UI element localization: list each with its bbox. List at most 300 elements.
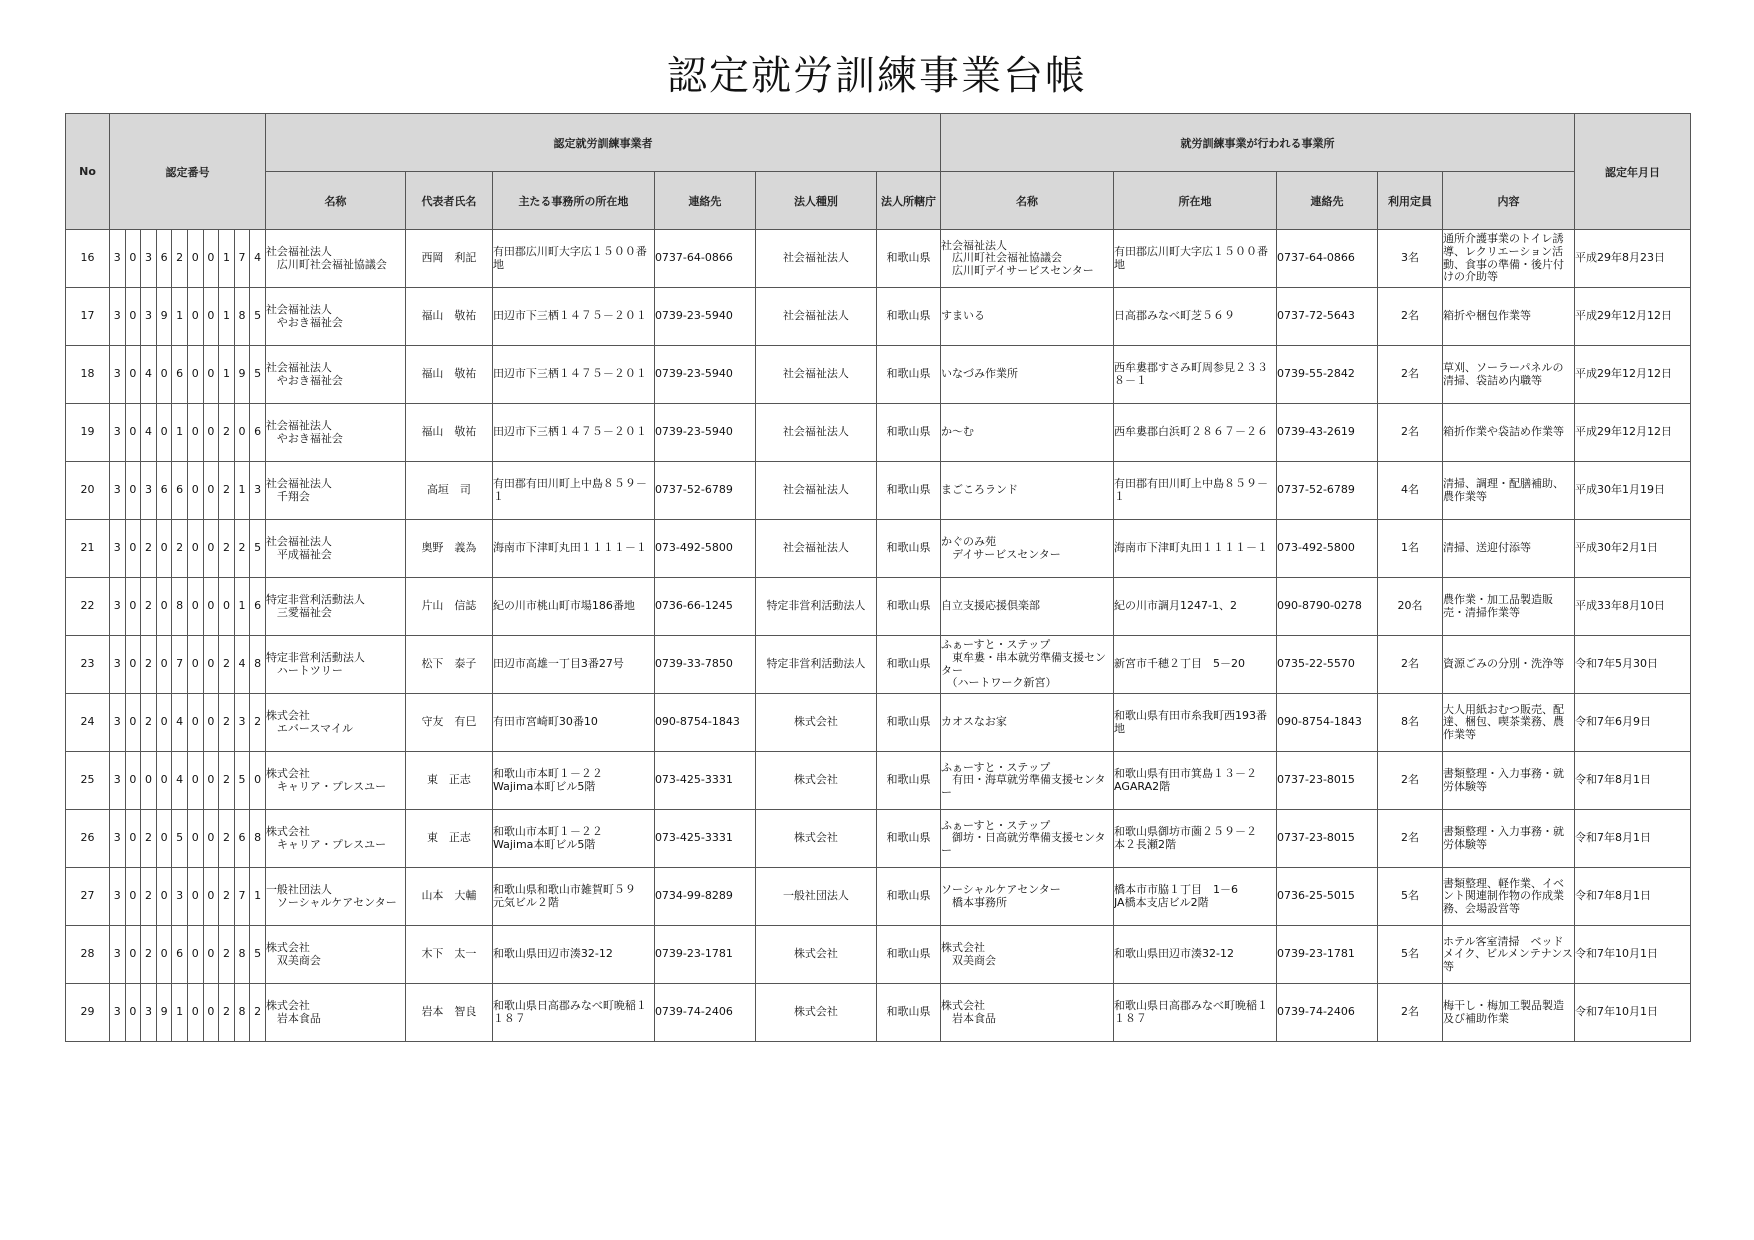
operator-representative-cell: [405, 984, 492, 1042]
table-row: [66, 752, 1691, 810]
operator-jurisdiction: 和歌山県: [886, 251, 931, 265]
operator-phone-cell: [654, 578, 755, 636]
operator-corp-type-cell: [755, 752, 876, 810]
operator-name: 特定非営利活動法人 三愛福祉会: [265, 592, 365, 619]
site-phone: 0739-43-2619: [1277, 425, 1355, 439]
operator-representative: 片山 信誌: [421, 599, 477, 613]
operator-jurisdiction: 和歌山県: [886, 599, 931, 613]
cert-number-digit: 2: [219, 694, 235, 752]
header-content: 内容: [1443, 172, 1575, 230]
operator-corp-type: 株式会社: [793, 831, 838, 845]
operator-phone-cell: [654, 346, 755, 404]
header-site-tel: 連絡先: [1277, 172, 1378, 230]
cert-number-digit: 0: [187, 868, 203, 926]
site-content: 通所介護事業のトイレ誘導、レクリエーション活動、食事の準備・後片付けの介助等: [1443, 232, 1564, 284]
cert-number-digit: 2: [141, 578, 157, 636]
cert-number-digit: 0: [141, 752, 157, 810]
site-capacity-cell: [1378, 288, 1443, 346]
cert-number-digit: 0: [203, 288, 219, 346]
site-content-cell: [1443, 578, 1575, 636]
operator-representative-cell: [405, 578, 492, 636]
header-op-name: 名称: [265, 172, 405, 230]
operator-corp-type: 社会福祉法人: [782, 483, 849, 497]
cert-date: 令和7年5月30日: [1575, 657, 1658, 671]
cert-number-digit: 9: [234, 346, 250, 404]
operator-address: 海南市下津町丸田１１１１－１: [492, 541, 647, 555]
cert-number-digit: 2: [250, 984, 266, 1042]
operator-address-cell: [492, 288, 654, 346]
operator-representative: 福山 敬祐: [421, 425, 477, 439]
operator-phone: 0739-23-5940: [654, 309, 733, 323]
header-op-rep: 代表者氏名: [405, 172, 492, 230]
site-capacity-cell: [1378, 926, 1443, 984]
cert-number-digit: 3: [172, 868, 188, 926]
table-row: [66, 868, 1691, 926]
site-address: 和歌山県御坊市薗２５９－２ 本２長瀬2階: [1114, 824, 1257, 851]
operator-address-cell: [492, 984, 654, 1042]
site-capacity: 20名: [1397, 599, 1423, 613]
operator-jurisdiction-cell: [876, 346, 940, 404]
cert-number-digit: 5: [172, 810, 188, 868]
site-content-cell: [1443, 288, 1575, 346]
site-name: ふぁーすと・ステップ 御坊・日高就労準備支援センター: [941, 818, 1106, 857]
row-number: 29: [66, 984, 110, 1042]
site-phone-cell: [1277, 578, 1378, 636]
operator-representative: 東 正志: [426, 773, 471, 787]
operator-representative: 岩本 智良: [421, 1005, 477, 1019]
site-capacity-cell: [1378, 984, 1443, 1042]
site-phone-cell: [1277, 520, 1378, 578]
operator-corp-type: 株式会社: [793, 773, 838, 787]
site-address-cell: [1114, 636, 1277, 694]
operator-representative: 福山 敬祐: [421, 367, 477, 381]
cert-number-digit: 0: [187, 752, 203, 810]
site-name-cell: [941, 404, 1114, 462]
operator-jurisdiction: 和歌山県: [886, 715, 931, 729]
site-name-cell: [941, 984, 1114, 1042]
operator-representative: 木下 太一: [421, 947, 477, 961]
operator-representative-cell: [405, 462, 492, 520]
cert-number-digit: 0: [125, 288, 141, 346]
row-number: 19: [66, 404, 110, 462]
cert-number-digit: 3: [110, 926, 126, 984]
operator-address-cell: [492, 636, 654, 694]
operator-representative-cell: [405, 868, 492, 926]
cert-date-cell: [1575, 404, 1691, 462]
site-phone: 090-8754-1843: [1277, 715, 1362, 729]
operator-address: 有田郡有田川町上中島８５９－１: [492, 476, 647, 503]
cert-number-digit: 0: [203, 462, 219, 520]
site-phone: 0737-23-8015: [1277, 773, 1355, 787]
site-phone: 090-8790-0278: [1277, 599, 1362, 613]
operator-phone: 0739-23-5940: [654, 367, 733, 381]
operator-phone: 0739-74-2406: [654, 1005, 733, 1019]
cert-number-digit: 0: [203, 694, 219, 752]
header-capacity: 利用定員: [1378, 172, 1443, 230]
cert-number-digit: 0: [156, 520, 172, 578]
cert-date: 令和7年10月1日: [1575, 947, 1658, 961]
operator-corp-type-cell: [755, 346, 876, 404]
operator-phone: 0739-23-1781: [654, 947, 733, 961]
site-address: 西牟婁郡すさみ町周参見２３３８－１: [1114, 360, 1268, 387]
operator-corp-type-cell: [755, 810, 876, 868]
operator-name-cell: [265, 578, 405, 636]
header-no: No: [66, 114, 110, 230]
cert-number-digit: 3: [234, 694, 250, 752]
operator-representative-cell: [405, 694, 492, 752]
cert-number-digit: 0: [187, 636, 203, 694]
site-name: 自立支援応援倶楽部: [941, 599, 1040, 613]
operator-name-cell: [265, 346, 405, 404]
site-address-cell: [1114, 230, 1277, 288]
site-address-cell: [1114, 404, 1277, 462]
ledger-body: [66, 230, 1691, 1042]
site-name-cell: [941, 462, 1114, 520]
cert-number-digit: 0: [187, 926, 203, 984]
site-content-cell: [1443, 752, 1575, 810]
cert-number-digit: 3: [110, 346, 126, 404]
cert-date-cell: [1575, 868, 1691, 926]
cert-number-digit: 3: [141, 230, 157, 288]
cert-number-digit: 0: [187, 288, 203, 346]
site-name-cell: [941, 578, 1114, 636]
operator-phone-cell: [654, 926, 755, 984]
header-site-addr: 所在地: [1114, 172, 1277, 230]
cert-number-digit: 1: [219, 288, 235, 346]
cert-number-digit: 0: [156, 926, 172, 984]
operator-representative: 奥野 義為: [421, 541, 477, 555]
table-row: [66, 926, 1691, 984]
site-phone: 0737-64-0866: [1277, 251, 1355, 265]
operator-corp-type: 株式会社: [793, 715, 838, 729]
cert-number-digit: 8: [250, 636, 266, 694]
site-content: 梅干し・梅加工製品製造及び補助作業: [1443, 998, 1564, 1025]
operator-corp-type-cell: [755, 578, 876, 636]
operator-phone: 0736-66-1245: [654, 599, 733, 613]
operator-phone-cell: [654, 520, 755, 578]
operator-phone-cell: [654, 230, 755, 288]
site-capacity: 5名: [1401, 947, 1419, 961]
site-content-cell: [1443, 636, 1575, 694]
operator-address: 有田郡広川町大字広１５００番地: [492, 244, 647, 271]
site-capacity-cell: [1378, 230, 1443, 288]
cert-number-digit: 3: [110, 636, 126, 694]
cert-number-digit: 0: [203, 404, 219, 462]
operator-address-cell: [492, 752, 654, 810]
site-name: カオスなお家: [941, 715, 1007, 729]
operator-phone: 0734-99-8289: [654, 889, 733, 903]
site-address-cell: [1114, 868, 1277, 926]
page-title: 認定就労訓練事業台帳: [667, 53, 1087, 99]
cert-number-digit: 4: [234, 636, 250, 694]
operator-name: 社会福祉法人 平成福祉会: [265, 534, 332, 561]
cert-number-digit: 3: [110, 810, 126, 868]
cert-number-digit: 3: [141, 288, 157, 346]
operator-phone-cell: [654, 636, 755, 694]
operator-phone-cell: [654, 462, 755, 520]
site-phone: 0735-22-5570: [1277, 657, 1355, 671]
site-capacity-cell: [1378, 810, 1443, 868]
site-name: すまいる: [941, 309, 985, 323]
operator-name: 株式会社 キャリア・プレスユー: [265, 824, 387, 851]
operator-jurisdiction-cell: [876, 288, 940, 346]
site-content: 書類整理・入力事務・就労体験等: [1443, 824, 1564, 851]
cert-number-digit: 3: [110, 520, 126, 578]
operator-name-cell: [265, 810, 405, 868]
cert-number-digit: 1: [234, 462, 250, 520]
cert-number-digit: 0: [203, 868, 219, 926]
row-number: 22: [66, 578, 110, 636]
cert-number-digit: 2: [141, 810, 157, 868]
cert-number-digit: 1: [172, 404, 188, 462]
site-address-cell: [1114, 926, 1277, 984]
operator-corp-type-cell: [755, 694, 876, 752]
site-address: 和歌山県日高郡みなべ町晩稲１１８７: [1114, 998, 1268, 1025]
ledger-table: [65, 113, 1691, 1042]
operator-address: 田辺市下三栖１４７５－２０１: [492, 309, 647, 323]
cert-number-digit: 0: [125, 810, 141, 868]
site-capacity: 4名: [1401, 483, 1419, 497]
operator-phone: 0739-33-7850: [654, 657, 733, 671]
cert-number-digit: 0: [156, 404, 172, 462]
operator-name-cell: [265, 868, 405, 926]
site-address-cell: [1114, 462, 1277, 520]
operator-name-cell: [265, 404, 405, 462]
cert-number-digit: 0: [125, 520, 141, 578]
operator-name: 社会福祉法人 千翔会: [265, 476, 332, 503]
site-address: 紀の川市調月1247-1、2: [1114, 599, 1237, 613]
cert-date-cell: [1575, 346, 1691, 404]
operator-jurisdiction-cell: [876, 578, 940, 636]
cert-number-digit: 0: [187, 346, 203, 404]
site-phone-cell: [1277, 752, 1378, 810]
operator-jurisdiction-cell: [876, 636, 940, 694]
operator-phone-cell: [654, 810, 755, 868]
header-op-type: 法人種別: [755, 172, 876, 230]
cert-number-digit: 2: [172, 520, 188, 578]
cert-number-digit: 0: [203, 810, 219, 868]
cert-date: 平成29年12月12日: [1575, 367, 1672, 381]
site-phone: 0737-72-5643: [1277, 309, 1355, 323]
operator-representative-cell: [405, 636, 492, 694]
table-row: [66, 404, 1691, 462]
operator-representative-cell: [405, 752, 492, 810]
site-phone: 0739-23-1781: [1277, 947, 1355, 961]
site-phone-cell: [1277, 636, 1378, 694]
site-content-cell: [1443, 230, 1575, 288]
site-phone-cell: [1277, 810, 1378, 868]
operator-name-cell: [265, 752, 405, 810]
operator-representative: 松下 泰子: [421, 657, 477, 671]
cert-number-digit: 6: [172, 926, 188, 984]
cert-number-digit: 2: [141, 694, 157, 752]
operator-jurisdiction-cell: [876, 694, 940, 752]
site-capacity-cell: [1378, 694, 1443, 752]
site-name: 社会福祉法人 広川町社会福祉協議会 広川町デイサービスセンター: [941, 238, 1094, 277]
operator-jurisdiction: 和歌山県: [886, 309, 931, 323]
cert-number-digit: 2: [141, 520, 157, 578]
site-name: いなづみ作業所: [941, 367, 1018, 381]
operator-address: 田辺市下三栖１４７５－２０１: [492, 367, 647, 381]
site-content: 書類整理・入力事務・就労体験等: [1443, 766, 1564, 793]
cert-number-digit: 0: [156, 346, 172, 404]
operator-corp-type: 社会福祉法人: [782, 309, 849, 323]
operator-phone: 0737-64-0866: [654, 251, 733, 265]
site-name-cell: [941, 288, 1114, 346]
operator-representative: 西岡 利記: [421, 251, 477, 265]
operator-representative-cell: [405, 404, 492, 462]
operator-representative-cell: [405, 810, 492, 868]
table-row: [66, 810, 1691, 868]
cert-number-digit: 6: [156, 462, 172, 520]
cert-number-digit: 0: [125, 752, 141, 810]
site-address-cell: [1114, 810, 1277, 868]
operator-address-cell: [492, 868, 654, 926]
cert-number-digit: 0: [234, 404, 250, 462]
site-name-cell: [941, 694, 1114, 752]
header-cert-no: 認定番号: [110, 114, 266, 230]
cert-number-digit: 0: [125, 926, 141, 984]
operator-jurisdiction: 和歌山県: [886, 773, 931, 787]
cert-number-digit: 3: [110, 462, 126, 520]
site-capacity: 1名: [1401, 541, 1419, 555]
site-content-cell: [1443, 926, 1575, 984]
site-content: 清掃、送迎付添等: [1443, 541, 1531, 555]
site-content-cell: [1443, 868, 1575, 926]
site-address-cell: [1114, 752, 1277, 810]
site-address: 和歌山県有田市箕島１３－２ AGARA2階: [1114, 766, 1257, 793]
operator-corp-type: 一般社団法人: [782, 889, 849, 903]
site-capacity-cell: [1378, 346, 1443, 404]
operator-name: 一般社団法人 ソーシャルケアセンター: [265, 882, 397, 909]
row-number: 16: [66, 230, 110, 288]
site-name: まごころランド: [941, 483, 1018, 497]
cert-number-digit: 0: [156, 578, 172, 636]
cert-number-digit: 0: [125, 636, 141, 694]
cert-number-digit: 2: [172, 230, 188, 288]
cert-number-digit: 2: [234, 520, 250, 578]
operator-corp-type-cell: [755, 984, 876, 1042]
cert-number-digit: 3: [110, 694, 126, 752]
site-content: 大人用紙おむつ販売、配達、梱包、喫茶業務、農作業等: [1443, 702, 1564, 741]
header-op-juris: 法人所轄庁: [876, 172, 940, 230]
cert-number-digit: 0: [187, 520, 203, 578]
operator-jurisdiction-cell: [876, 868, 940, 926]
site-capacity: 2名: [1401, 425, 1419, 439]
operator-name: 株式会社 双美商会: [265, 940, 321, 967]
cert-number-digit: 5: [250, 926, 266, 984]
site-phone: 073-492-5800: [1277, 541, 1355, 555]
operator-address: 田辺市高雄一丁目3番27号: [492, 657, 624, 671]
operator-jurisdiction: 和歌山県: [886, 947, 931, 961]
operator-address: 和歌山市本町１－２２ Wajima本町ビル5階: [492, 824, 603, 851]
cert-number-digit: 8: [234, 288, 250, 346]
operator-jurisdiction: 和歌山県: [886, 657, 931, 671]
cert-number-digit: 6: [172, 462, 188, 520]
site-phone: 0739-55-2842: [1277, 367, 1355, 381]
operator-corp-type: 株式会社: [793, 947, 838, 961]
site-name: かぐのみ苑 デイサービスセンター: [941, 534, 1061, 561]
header-op-addr: 主たる事務所の所在地: [492, 172, 654, 230]
cert-number-digit: 5: [250, 520, 266, 578]
site-content-cell: [1443, 346, 1575, 404]
operator-corp-type-cell: [755, 926, 876, 984]
cert-number-digit: 0: [125, 578, 141, 636]
site-content: 箱折作業や袋詰め作業等: [1443, 425, 1564, 439]
header-site-group: 就労訓練事業が行われる事業所: [941, 114, 1575, 172]
operator-representative-cell: [405, 520, 492, 578]
cert-number-digit: 2: [219, 810, 235, 868]
operator-representative: 東 正志: [426, 831, 471, 845]
site-address-cell: [1114, 520, 1277, 578]
operator-jurisdiction-cell: [876, 810, 940, 868]
cert-number-digit: 0: [125, 868, 141, 926]
cert-number-digit: 3: [110, 288, 126, 346]
operator-representative: 福山 敬祐: [421, 309, 477, 323]
site-phone: 0736-25-5015: [1277, 889, 1355, 903]
row-number: 23: [66, 636, 110, 694]
site-capacity-cell: [1378, 520, 1443, 578]
cert-number-digit: 2: [219, 926, 235, 984]
site-capacity: 5名: [1401, 889, 1419, 903]
site-content: ホテル客室清掃 ベッドメイク、ビルメンテナンス等: [1443, 934, 1573, 973]
site-capacity-cell: [1378, 462, 1443, 520]
cert-date-cell: [1575, 810, 1691, 868]
operator-address: 有田市宮崎町30番10: [492, 715, 598, 729]
header-site-name: 名称: [941, 172, 1114, 230]
operator-address: 和歌山県田辺市湊32-12: [492, 947, 613, 961]
site-address: 和歌山県有田市糸我町西193番地: [1114, 708, 1267, 735]
operator-address: 和歌山県日高郡みなべ町晩稲１１８７: [492, 998, 647, 1025]
cert-date: 平成30年1月19日: [1575, 483, 1665, 497]
operator-name-cell: [265, 520, 405, 578]
site-phone-cell: [1277, 868, 1378, 926]
site-capacity: 2名: [1401, 309, 1419, 323]
operator-jurisdiction-cell: [876, 752, 940, 810]
operator-corp-type: 社会福祉法人: [782, 425, 849, 439]
cert-number-digit: 0: [187, 694, 203, 752]
cert-number-digit: 2: [219, 520, 235, 578]
cert-number-digit: 8: [234, 984, 250, 1042]
cert-number-digit: 6: [234, 810, 250, 868]
operator-representative: 守友 有巳: [421, 715, 477, 729]
cert-date-cell: [1575, 230, 1691, 288]
site-capacity: 2名: [1401, 367, 1419, 381]
operator-corp-type-cell: [755, 868, 876, 926]
row-number: 17: [66, 288, 110, 346]
cert-number-digit: 0: [125, 694, 141, 752]
site-content: 書類整理、軽作業、イベント関連制作物の作成業務、会場設営等: [1443, 876, 1564, 915]
site-address: 和歌山県田辺市湊32-12: [1114, 947, 1234, 961]
cert-number-digit: 9: [156, 288, 172, 346]
operator-corp-type: 特定非営利活動法人: [766, 657, 866, 671]
site-content-cell: [1443, 462, 1575, 520]
cert-number-digit: 1: [250, 868, 266, 926]
operator-name-cell: [265, 694, 405, 752]
cert-number-digit: 3: [110, 984, 126, 1042]
cert-number-digit: 0: [187, 404, 203, 462]
site-address: 橋本市市脇１丁目 1－6 JA橋本支店ビル2階: [1114, 882, 1238, 909]
table-row: [66, 288, 1691, 346]
cert-date-cell: [1575, 462, 1691, 520]
operator-corp-type-cell: [755, 230, 876, 288]
cert-number-digit: 6: [250, 578, 266, 636]
site-name: ふぁーすと・ステップ 有田・海草就労準備支援センター: [941, 760, 1106, 799]
site-address: 西牟婁郡白浜町２８６７－２６: [1114, 425, 1268, 439]
cert-number-digit: 5: [250, 288, 266, 346]
operator-name-cell: [265, 984, 405, 1042]
operator-address: 田辺市下三栖１４７５－２０１: [492, 425, 647, 439]
